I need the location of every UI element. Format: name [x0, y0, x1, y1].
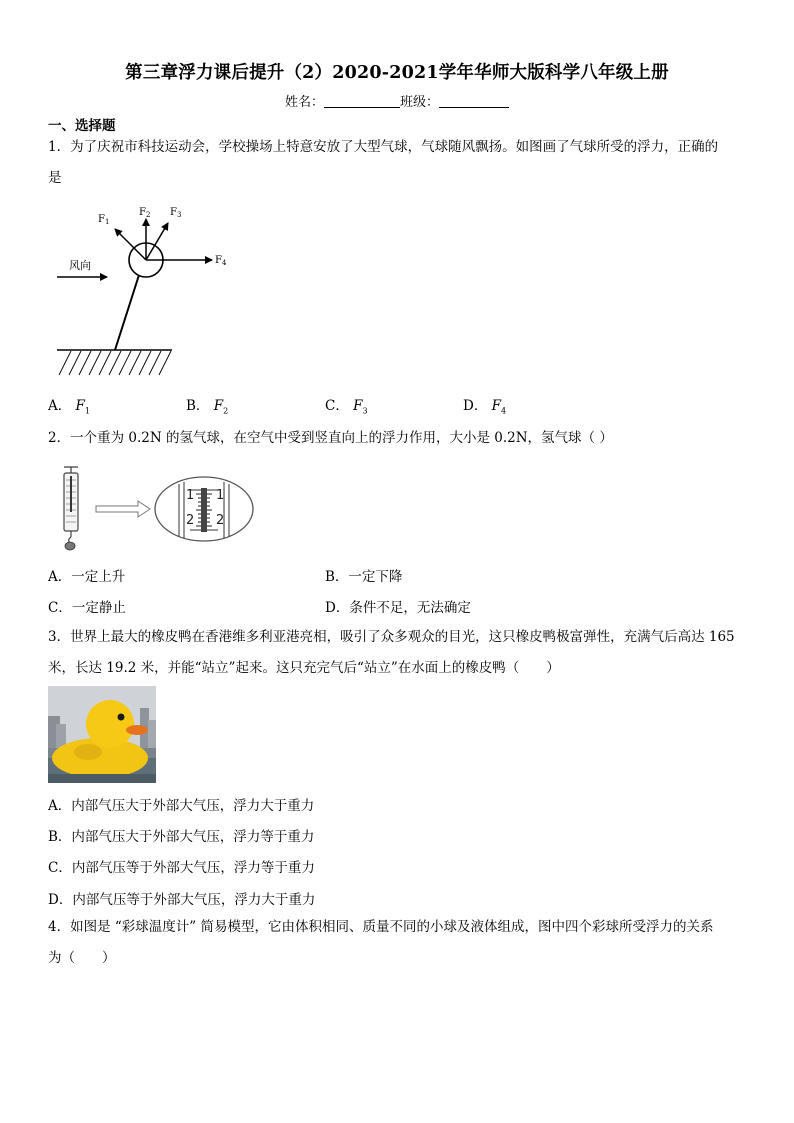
- question-4-text: [48, 912, 748, 974]
- page-title: 第三章浮力课后提升（2）2020-2021学年华师大版科学八年级上册: [125, 63, 669, 83]
- question-3-line-1: 3．世界上最大的橡皮鸭在香港维多利亚港亮相，吸引了众多观众的目光，这只橡皮鸭极富弹性，充满气后高达 165: [48, 629, 735, 645]
- name-label: 姓名：: [284, 95, 324, 110]
- class-label: 班级：: [400, 95, 440, 110]
- question-4-line-2: 为（ ）: [48, 950, 116, 966]
- magnified-pointer: [201, 488, 207, 532]
- question-1-option-d[interactable]: D． $F_4$: [463, 398, 507, 416]
- question-3-option-b[interactable]: B．内部气压大于外部大气压，浮力等于重力: [48, 829, 315, 845]
- name-class-line: [0, 91, 794, 110]
- question-2-option-a[interactable]: A．一定上升: [48, 569, 126, 585]
- rubber-duck-photo: [48, 686, 156, 783]
- scale-number-1-left: 1: [186, 488, 195, 503]
- question-1-line-1: 1．为了庆祝市科技运动会，学校操场上特意安放了大型气球，气球随风飘扬。如图画了气球所受的浮力，正确的: [48, 139, 719, 155]
- section-title: 一、选择题: [48, 118, 116, 134]
- force-f2-label: $F_2$: [139, 207, 151, 219]
- question-1-option-c[interactable]: C． $F_3$: [325, 398, 368, 416]
- wind-label: 风向: [69, 259, 91, 272]
- question-2-option-b[interactable]: B．一定下降: [325, 569, 403, 585]
- hanging-weight: [65, 542, 75, 550]
- question-1-option-a[interactable]: A． $F_1$: [48, 398, 91, 416]
- question-3-option-c[interactable]: C．内部气压等于外部大气压，浮力等于重力: [48, 860, 315, 876]
- question-1-line-2: 是: [48, 170, 62, 186]
- zoom-arrow: [96, 501, 150, 517]
- question-1-option-b[interactable]: B． $F_2$: [186, 398, 229, 416]
- scale-number-2-right: 2: [216, 513, 225, 528]
- duck-beak: [126, 725, 148, 735]
- duck-head: [86, 700, 134, 748]
- scale-number-2-left: 2: [186, 513, 195, 528]
- question-2-option-d[interactable]: D．条件不足，无法确定: [325, 600, 471, 616]
- name-blank[interactable]: [324, 95, 400, 108]
- duck-eye: [118, 714, 125, 721]
- question-1-figure: [55, 205, 240, 380]
- question-3-option-a[interactable]: A．内部气压大于外部大气压，浮力大于重力: [48, 798, 315, 814]
- question-3-text: [48, 622, 748, 684]
- ground-hatching: [59, 351, 171, 375]
- force-f4-label: $F_4$: [215, 255, 227, 267]
- question-3-line-2: 米，长达 19.2 米，并能“站立”起来。这只充完气后“站立”在水面上的橡皮鸭（ ）: [48, 660, 560, 676]
- question-2-text: 2．一个重为 0.2N 的氢气球，在空气中受到竖直向上的浮力作用，大小是 0.2N，氢气球（ ）: [48, 430, 613, 446]
- force-f3-label: $F_3$: [170, 207, 182, 219]
- question-2-option-c[interactable]: C．一定静止: [48, 600, 126, 616]
- question-4-line-1: 4．如图是 “彩球温度计” 简易模型，它由体积相同、质量不同的小球及液体组成，图中四个彩球所受浮力的关系: [48, 919, 714, 935]
- class-blank[interactable]: [439, 95, 509, 108]
- question-2-figure: [56, 464, 256, 554]
- force-f1-label: $F_1$: [98, 214, 110, 226]
- scale-number-1-right: 1: [216, 488, 225, 503]
- question-1-text: [48, 132, 748, 194]
- question-3-option-d[interactable]: D．内部气压等于外部大气压，浮力大于重力: [48, 892, 316, 908]
- balloon-rope: [115, 275, 139, 350]
